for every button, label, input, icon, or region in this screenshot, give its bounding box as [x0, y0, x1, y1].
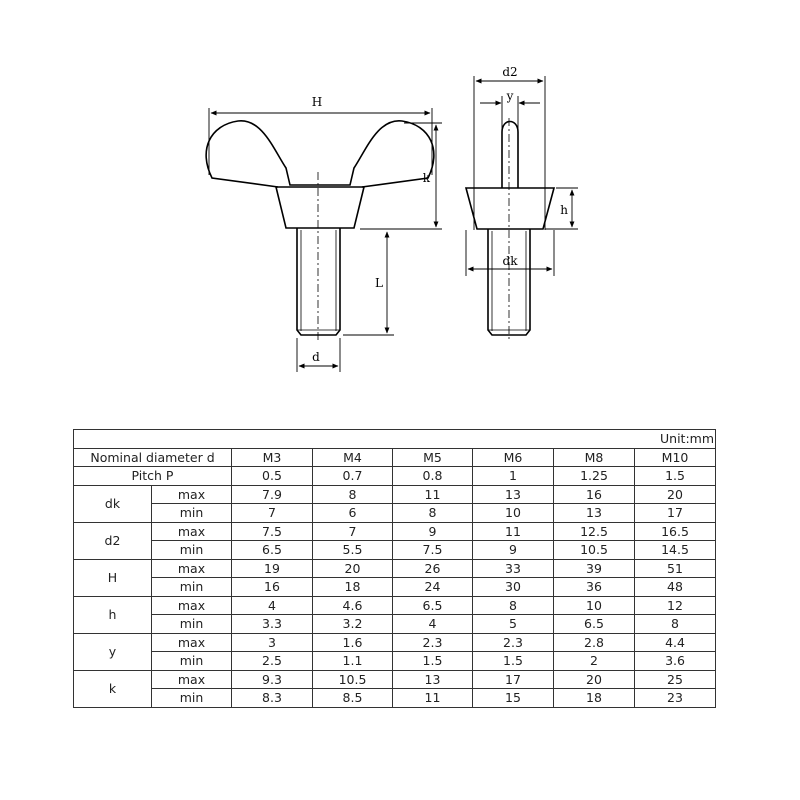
- min-label: min: [152, 578, 232, 597]
- value-cell: 10: [554, 596, 635, 615]
- table-row: [74, 689, 716, 708]
- value-cell: 7.5: [393, 541, 473, 560]
- min-label: min: [152, 504, 232, 523]
- pitch-cell: 0.7: [313, 467, 393, 486]
- value-cell: 18: [313, 578, 393, 597]
- value-cell: 11: [393, 689, 473, 708]
- value-cell: 6.5: [393, 596, 473, 615]
- pitch-row: [74, 467, 716, 486]
- table-row: [74, 541, 716, 560]
- value-cell: 30: [473, 578, 554, 597]
- wing-nut-body: [206, 121, 434, 187]
- value-cell: 4: [232, 596, 313, 615]
- label-dk: dk: [502, 254, 518, 268]
- table-row: [74, 578, 716, 597]
- value-cell: 25: [635, 670, 716, 689]
- label-d: d: [312, 350, 320, 364]
- value-cell: 48: [635, 578, 716, 597]
- size-cell: M3: [232, 448, 313, 467]
- max-label: max: [152, 633, 232, 652]
- value-cell: 16: [232, 578, 313, 597]
- table-row: [74, 652, 716, 671]
- side-view: [466, 118, 554, 340]
- value-cell: 3.2: [313, 615, 393, 634]
- value-cell: 12.5: [554, 522, 635, 541]
- value-cell: 5.5: [313, 541, 393, 560]
- size-cell: M8: [554, 448, 635, 467]
- pitch-cell: 1.25: [554, 467, 635, 486]
- value-cell: 17: [635, 504, 716, 523]
- value-cell: 4: [393, 615, 473, 634]
- value-cell: 36: [554, 578, 635, 597]
- value-cell: 2.3: [393, 633, 473, 652]
- value-cell: 39: [554, 559, 635, 578]
- max-label: max: [152, 596, 232, 615]
- value-cell: 8: [635, 615, 716, 634]
- table-row: [74, 615, 716, 634]
- max-label: max: [152, 485, 232, 504]
- value-cell: 3: [232, 633, 313, 652]
- value-cell: 10: [473, 504, 554, 523]
- value-cell: 15: [473, 689, 554, 708]
- value-cell: 23: [635, 689, 716, 708]
- value-cell: 2.3: [473, 633, 554, 652]
- value-cell: 3.3: [232, 615, 313, 634]
- value-cell: 18: [554, 689, 635, 708]
- table-row: [74, 504, 716, 523]
- value-cell: 2.8: [554, 633, 635, 652]
- side-dimensions: [466, 76, 578, 276]
- value-cell: 13: [554, 504, 635, 523]
- side-hub: [466, 188, 554, 229]
- value-cell: 8.3: [232, 689, 313, 708]
- table-row: [74, 522, 716, 541]
- hub-trapezoid: [276, 187, 364, 228]
- value-cell: 7.9: [232, 485, 313, 504]
- value-cell: 13: [473, 485, 554, 504]
- unit-label: Unit:mm: [74, 430, 716, 449]
- value-cell: 2.5: [232, 652, 313, 671]
- label-k: k: [422, 171, 430, 185]
- label-h: h: [560, 203, 568, 217]
- value-cell: 11: [473, 522, 554, 541]
- unit-row: [74, 430, 716, 449]
- value-cell: 17: [473, 670, 554, 689]
- value-cell: 9.3: [232, 670, 313, 689]
- value-cell: 8: [313, 485, 393, 504]
- table-row: [74, 670, 716, 689]
- value-cell: 16.5: [635, 522, 716, 541]
- value-cell: 5: [473, 615, 554, 634]
- param-label: dk: [74, 485, 152, 522]
- label-y: y: [506, 89, 514, 103]
- max-label: max: [152, 670, 232, 689]
- value-cell: 11: [393, 485, 473, 504]
- value-cell: 7: [313, 522, 393, 541]
- value-cell: 1.5: [393, 652, 473, 671]
- value-cell: 7: [232, 504, 313, 523]
- max-label: max: [152, 522, 232, 541]
- param-label: k: [74, 670, 152, 707]
- front-view: [206, 121, 434, 340]
- value-cell: 12: [635, 596, 716, 615]
- threaded-shank: [297, 228, 340, 335]
- max-label: max: [152, 559, 232, 578]
- dimension-table: [73, 429, 716, 708]
- value-cell: 51: [635, 559, 716, 578]
- nominal-diameter-label: Nominal diameter d: [74, 448, 232, 467]
- value-cell: 20: [554, 670, 635, 689]
- value-cell: 6: [313, 504, 393, 523]
- value-cell: 3.6: [635, 652, 716, 671]
- value-cell: 14.5: [635, 541, 716, 560]
- value-cell: 26: [393, 559, 473, 578]
- table-row: [74, 596, 716, 615]
- pitch-cell: 0.8: [393, 467, 473, 486]
- pitch-cell: 0.5: [232, 467, 313, 486]
- value-cell: 10.5: [313, 670, 393, 689]
- value-cell: 4.4: [635, 633, 716, 652]
- param-label: h: [74, 596, 152, 633]
- value-cell: 33: [473, 559, 554, 578]
- value-cell: 20: [635, 485, 716, 504]
- value-cell: 9: [393, 522, 473, 541]
- value-cell: 20: [313, 559, 393, 578]
- param-label: y: [74, 633, 152, 670]
- pitch-label: Pitch P: [74, 467, 232, 486]
- value-cell: 8: [393, 504, 473, 523]
- nominal-row: [74, 448, 716, 467]
- value-cell: 10.5: [554, 541, 635, 560]
- table-row: [74, 633, 716, 652]
- value-cell: 8.5: [313, 689, 393, 708]
- size-cell: M10: [635, 448, 716, 467]
- size-cell: M6: [473, 448, 554, 467]
- value-cell: 1.5: [473, 652, 554, 671]
- value-cell: 1.6: [313, 633, 393, 652]
- min-label: min: [152, 689, 232, 708]
- pitch-cell: 1.5: [635, 467, 716, 486]
- value-cell: 6.5: [554, 615, 635, 634]
- value-cell: 1.1: [313, 652, 393, 671]
- value-cell: 7.5: [232, 522, 313, 541]
- value-cell: 6.5: [232, 541, 313, 560]
- param-label: d2: [74, 522, 152, 559]
- wing-profile: [502, 122, 518, 189]
- min-label: min: [152, 615, 232, 634]
- value-cell: 24: [393, 578, 473, 597]
- min-label: min: [152, 652, 232, 671]
- label-d2: d2: [502, 65, 518, 79]
- value-cell: 13: [393, 670, 473, 689]
- label-L: L: [375, 276, 383, 290]
- table-row: [74, 485, 716, 504]
- label-H: H: [311, 95, 323, 109]
- param-label: H: [74, 559, 152, 596]
- value-cell: 4.6: [313, 596, 393, 615]
- size-cell: M5: [393, 448, 473, 467]
- value-cell: 9: [473, 541, 554, 560]
- front-dimensions: [209, 108, 442, 372]
- table-row: [74, 559, 716, 578]
- size-cell: M4: [313, 448, 393, 467]
- value-cell: 16: [554, 485, 635, 504]
- min-label: min: [152, 541, 232, 560]
- pitch-cell: 1: [473, 467, 554, 486]
- value-cell: 8: [473, 596, 554, 615]
- value-cell: 2: [554, 652, 635, 671]
- value-cell: 19: [232, 559, 313, 578]
